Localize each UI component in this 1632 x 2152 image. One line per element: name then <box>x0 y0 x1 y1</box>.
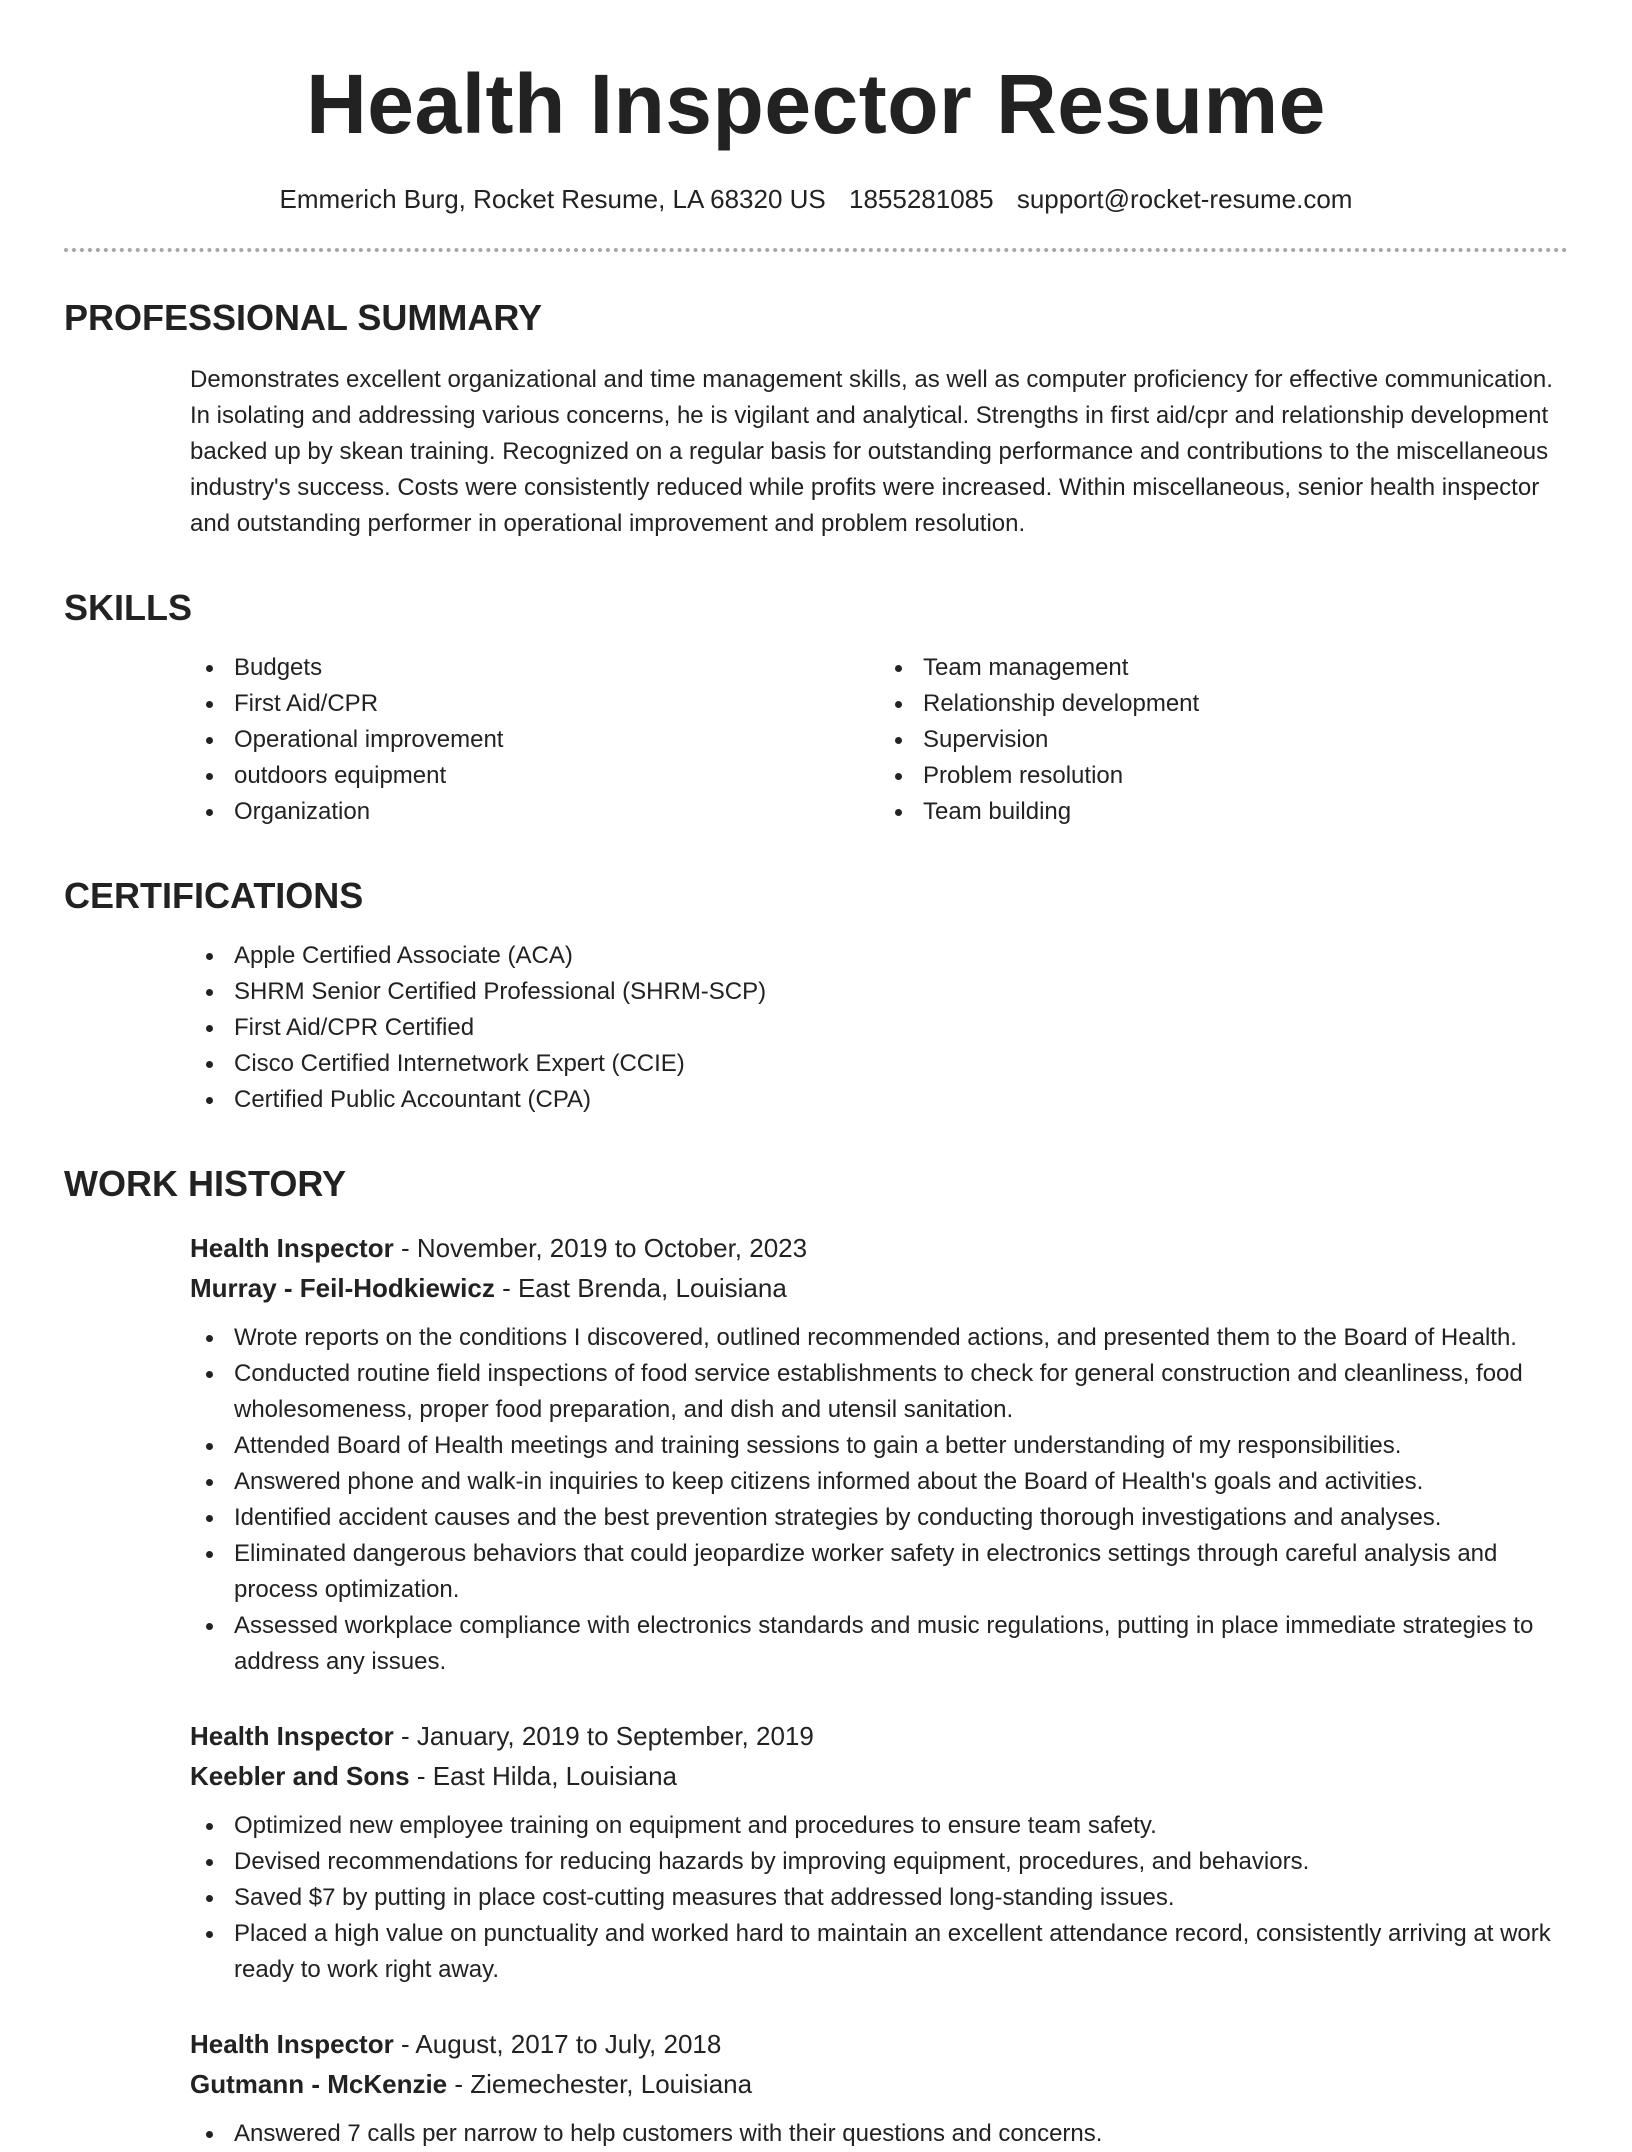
job-company: Keebler and Sons <box>190 1761 410 1791</box>
job-bullet: Assessed workplace compliance with electronics standards and music regulations, putting in place immediate strategies to address any issues. <box>190 1608 1568 1680</box>
skill-item: First Aid/CPR <box>190 686 879 722</box>
job-bullet: Answered 7 calls per narrow to help customers with their questions and concerns. <box>190 2116 1568 2152</box>
certification-item: SHRM Senior Certified Professional (SHRM-SCP) <box>190 974 1568 1010</box>
job-dates: - August, 2017 to July, 2018 <box>393 2029 722 2059</box>
contact-phone: 1855281085 <box>849 184 994 214</box>
job-company: Gutmann - McKenzie <box>190 2069 448 2099</box>
job-title: Health Inspector <box>190 1233 394 1263</box>
resume-title: Health Inspector Resume <box>306 57 1326 151</box>
job-bullet: Eliminated dangerous behaviors that could jeopardize worker safety in electronics settings through careful analysis and process optimization. <box>190 1536 1568 1608</box>
certifications-list <box>190 938 1568 1118</box>
work-history-heading: WORK HISTORY <box>64 1163 347 1204</box>
skills-heading: SKILLS <box>64 587 193 628</box>
skill-item: outdoors equipment <box>190 758 879 794</box>
contact-email[interactable]: support@rocket-resume.com <box>1016 184 1353 214</box>
summary-text: Demonstrates excellent organizational and time management skills, as well as computer proficiency for effective communication. In isolating and addressing various concerns, he is vigilant and analytical. Strengths in first aid/cpr and relationship development backed up by skean training. Recognized on a regular basis for outstanding performance and contributions to the miscellaneous industry's success. Costs were consistently reduced while profits were increased. Within miscellaneous, senior health inspector and outstanding performer in operational improvement and problem resolution. <box>190 366 1553 537</box>
contact-address: Emmerich Burg, Rocket Resume, LA 68320 US <box>279 184 826 214</box>
certification-item: Cisco Certified Internetwork Expert (CCIE) <box>190 1046 1568 1082</box>
skills-section <box>64 630 1568 830</box>
job-bullets <box>190 2116 1568 2152</box>
job-bullet: Saved $7 by putting in place cost-cutting measures that addressed long-standing issues. <box>190 1880 1568 1916</box>
job-company-line <box>190 2064 1568 2104</box>
job-bullet: Devised recommendations for reducing hazards by improving equipment, procedures, and behaviors. <box>190 1844 1568 1880</box>
summary-section <box>64 362 1568 542</box>
skill-item: Operational improvement <box>190 722 879 758</box>
skill-item: Organization <box>190 794 879 830</box>
summary-heading: PROFESSIONAL SUMMARY <box>64 297 543 338</box>
job-company: Murray - Feil-Hodkiewicz <box>190 1273 495 1303</box>
job-company-line <box>190 1756 1568 1796</box>
skill-item: Budgets <box>190 650 879 686</box>
job-location: - East Hilda, Louisiana <box>409 1761 677 1791</box>
header-divider <box>64 248 1568 252</box>
job-bullet: Optimized new employee training on equipment and procedures to ensure team safety. <box>190 1808 1568 1844</box>
job-title-line <box>190 1716 1568 1756</box>
job-entry <box>190 1228 1568 1680</box>
skill-item: Team building <box>879 794 1568 830</box>
job-company-line <box>190 1268 1568 1308</box>
job-title-line <box>190 1228 1568 1268</box>
skill-item: Problem resolution <box>879 758 1568 794</box>
job-bullets <box>190 1808 1568 1988</box>
job-title: Health Inspector <box>190 1721 394 1751</box>
job-dates: - January, 2019 to September, 2019 <box>393 1721 814 1751</box>
certification-item: First Aid/CPR Certified <box>190 1010 1568 1046</box>
work-history-section <box>64 1228 1568 2152</box>
job-location: - East Brenda, Louisiana <box>494 1273 787 1303</box>
certification-item: Certified Public Accountant (CPA) <box>190 1082 1568 1118</box>
job-location: - Ziemechester, Louisiana <box>447 2069 753 2099</box>
job-entry <box>190 2024 1568 2152</box>
certification-item: Apple Certified Associate (ACA) <box>190 938 1568 974</box>
job-bullet: Placed a high value on punctuality and worked hard to maintain an excellent attendance record, consistently arriving at work ready to work right away. <box>190 1916 1568 1988</box>
skills-list-right <box>879 650 1568 830</box>
job-bullet: Wrote reports on the conditions I discovered, outlined recommended actions, and presented them to the Board of Health. <box>190 1320 1568 1356</box>
job-entry <box>190 1716 1568 1988</box>
job-bullet: Identified accident causes and the best prevention strategies by conducting thorough investigations and analyses. <box>190 1500 1568 1536</box>
job-title-line <box>190 2024 1568 2064</box>
job-dates: - November, 2019 to October, 2023 <box>393 1233 808 1263</box>
contact-line <box>64 182 1568 216</box>
skill-item: Supervision <box>879 722 1568 758</box>
skill-item: Team management <box>879 650 1568 686</box>
certifications-heading: CERTIFICATIONS <box>64 875 364 916</box>
skill-item: Relationship development <box>879 686 1568 722</box>
job-bullet: Attended Board of Health meetings and training sessions to gain a better understanding of my responsibilities. <box>190 1428 1568 1464</box>
skills-list-left <box>190 650 879 830</box>
job-bullet: Conducted routine field inspections of food service establishments to check for general construction and cleanliness, food wholesomeness, proper food preparation, and dish and utensil sanitation. <box>190 1356 1568 1428</box>
certifications-section <box>64 938 1568 1118</box>
job-bullets <box>190 1320 1568 1680</box>
job-title: Health Inspector <box>190 2029 394 2059</box>
job-bullet: Answered phone and walk-in inquiries to keep citizens informed about the Board of Health's goals and activities. <box>190 1464 1568 1500</box>
